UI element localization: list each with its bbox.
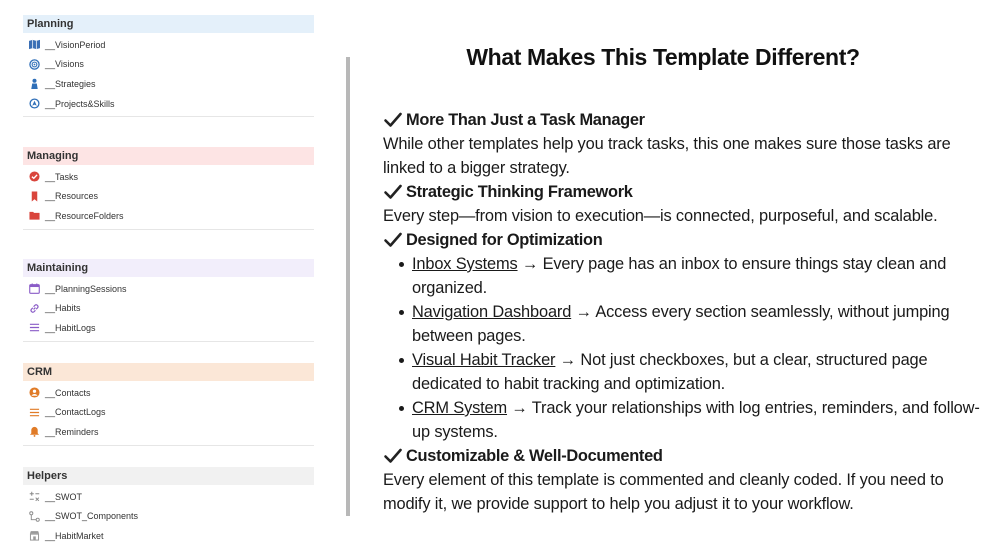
- section-managing: [23, 147, 314, 230]
- bookmark-icon: [27, 189, 41, 203]
- sidebar-item-label: __Visions: [45, 59, 84, 70]
- feature-heading-text: Customizable & Well-Documented: [406, 447, 663, 465]
- sidebar-item-swot-components[interactable]: [23, 507, 314, 527]
- list-icon: [27, 321, 41, 335]
- sidebar-item-label: __PlanningSessions: [45, 283, 127, 294]
- sidebar-item-label: __Habits: [45, 303, 81, 314]
- plus-minus-icon: [27, 490, 41, 504]
- sidebar-item-contactlogs[interactable]: [23, 403, 314, 423]
- sidebar-item-label: __Tasks: [45, 171, 79, 182]
- section-divider: [23, 341, 314, 342]
- section-header-maintaining: Maintaining: [23, 259, 314, 277]
- list-item: [412, 348, 983, 396]
- user-circle-icon: [27, 386, 41, 400]
- crm-system-link[interactable]: CRM System: [412, 399, 508, 417]
- feature-description: While other templates help you track tasks, this one makes sure those tasks are linked to a bigger strategy.: [383, 135, 951, 177]
- sidebar-item-tasks[interactable]: [23, 167, 314, 187]
- sidebar-item-resourcefolders[interactable]: [23, 206, 314, 226]
- sidebar-item-visions[interactable]: [23, 55, 314, 75]
- rocket-icon: [27, 97, 41, 111]
- sidebar-item-resources[interactable]: [23, 187, 314, 207]
- checkmark-icon: [383, 446, 403, 466]
- visual-habit-tracker-link[interactable]: Visual Habit Tracker: [412, 351, 556, 369]
- store-icon: [27, 529, 41, 543]
- list-item: [412, 252, 983, 300]
- sidebar-item-habitlogs[interactable]: [23, 318, 314, 338]
- feature-heading-text: Strategic Thinking Framework: [406, 183, 633, 201]
- optimization-bullets: [383, 252, 983, 444]
- feature-heading: [383, 228, 983, 252]
- sidebar-item-label: __ContactLogs: [45, 407, 106, 418]
- bullet-text: → Access every section seamlessly, without jumping between pages.: [412, 303, 950, 345]
- section-maintaining: [23, 259, 314, 342]
- sidebar-item-label: __VisionPeriod: [45, 39, 106, 50]
- sidebar-item-label: __SWOT: [45, 491, 83, 502]
- person-icon: [27, 77, 41, 91]
- target-icon: [27, 57, 41, 71]
- calendar-icon: [27, 282, 41, 296]
- folder-icon: [27, 209, 41, 223]
- section-header-planning: Planning: [23, 15, 314, 33]
- feature-list: [383, 108, 983, 516]
- list-icon: [27, 405, 41, 419]
- bell-icon: [27, 425, 41, 439]
- sidebar-item-swot[interactable]: [23, 487, 314, 507]
- page-title: What Makes This Template Different?: [466, 44, 860, 70]
- sidebar-item-label: __Strategies: [45, 78, 96, 89]
- section-divider: [23, 116, 314, 117]
- inbox-systems-link[interactable]: Inbox Systems: [412, 255, 518, 273]
- feature-description: Every element of this template is commented and cleanly coded. If you need to modify it, we provide support to help you adjust it to your workflow.: [383, 471, 944, 513]
- vertical-divider: [346, 57, 350, 516]
- section-planning: [23, 15, 314, 117]
- sidebar-item-projects-skills[interactable]: [23, 94, 314, 114]
- sidebar-item-label: __Resources: [45, 191, 99, 202]
- section-helpers: [23, 467, 314, 546]
- sidebar-item-label: __Reminders: [45, 426, 99, 437]
- feature-heading-text: More Than Just a Task Manager: [406, 111, 645, 129]
- sidebar-item-visionperiod[interactable]: [23, 35, 314, 55]
- main-content: [383, 40, 983, 513]
- navigation-dashboard-link[interactable]: Navigation Dashboard: [412, 303, 572, 321]
- section-divider: [23, 229, 314, 230]
- feature-description: Every step—from vision to execution—is connected, purposeful, and scalable.: [383, 207, 938, 225]
- sidebar-item-strategies[interactable]: [23, 74, 314, 94]
- link-icon: [27, 301, 41, 315]
- section-header-helpers: Helpers: [23, 467, 314, 485]
- sidebar-item-label: __Projects&Skills: [45, 98, 115, 109]
- list-item: [412, 300, 983, 348]
- components-icon: [27, 509, 41, 523]
- sidebar-item-habits[interactable]: [23, 299, 314, 319]
- map-icon: [27, 38, 41, 52]
- feature-heading-text: Designed for Optimization: [406, 231, 603, 249]
- sidebar-item-contacts[interactable]: [23, 383, 314, 403]
- section-crm: [23, 363, 314, 446]
- checkmark-icon: [383, 230, 403, 250]
- sidebar-item-label: __HabitLogs: [45, 322, 96, 333]
- checkmark-icon: [383, 110, 403, 130]
- section-header-managing: Managing: [23, 147, 314, 165]
- feature-heading: [383, 444, 983, 468]
- list-item: [412, 396, 983, 444]
- sidebar-item-habitmarket[interactable]: [23, 526, 314, 546]
- sidebar-item-reminders[interactable]: [23, 422, 314, 442]
- checkmark-icon: [383, 182, 403, 202]
- bullet-text: → Every page has an inbox to ensure things stay clean and organized.: [412, 255, 947, 297]
- section-header-crm: CRM: [23, 363, 314, 381]
- check-circle-icon: [27, 170, 41, 184]
- sidebar-item-label: __ResourceFolders: [45, 210, 124, 221]
- sidebar-item-label: __SWOT_Components: [45, 511, 139, 522]
- sidebar-item-label: __Contacts: [45, 387, 91, 398]
- feature-heading: [383, 108, 983, 132]
- bullet-text: → Track your relationships with log entries, reminders, and follow-up systems.: [412, 399, 980, 441]
- section-divider: [23, 445, 314, 446]
- feature-heading: [383, 180, 983, 204]
- bullet-text: → Not just checkboxes, but a clear, structured page dedicated to habit tracking and optimization.: [412, 351, 928, 393]
- sidebar-item-label: __HabitMarket: [45, 530, 104, 541]
- sidebar-item-planningsessions[interactable]: [23, 279, 314, 299]
